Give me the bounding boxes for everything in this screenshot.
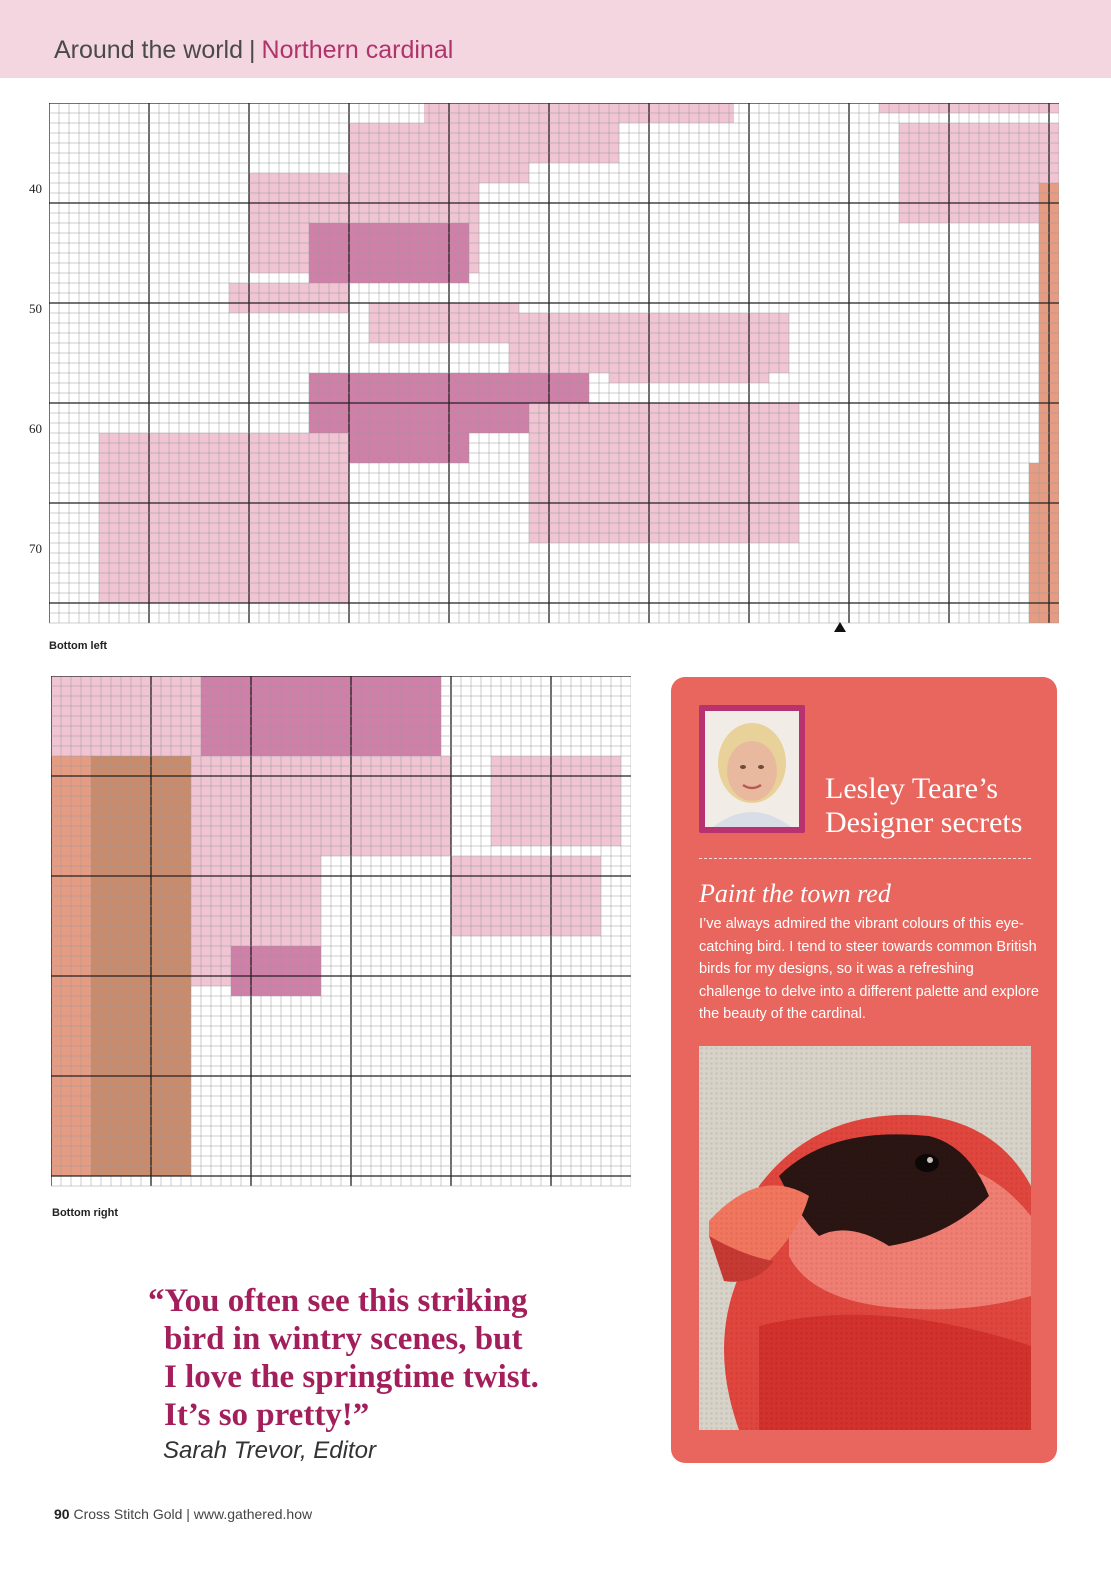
panel-body-text: I’ve always admired the vibrant colours of this eye-catching bird. I tend to steer towards common British birds for my designs, so it was a refreshing challenge to delve into a different palette and explore the beauty of the cardinal. — [699, 916, 1039, 1022]
page-footer — [54, 1506, 312, 1522]
designer-portrait — [699, 705, 805, 833]
center-arrow-marker — [834, 622, 846, 632]
page-number: 90 — [54, 1506, 70, 1522]
designer-secrets-label: Designer secrets — [825, 806, 1023, 839]
quote-line-1: “You often see this striking — [148, 1283, 528, 1319]
running-title — [54, 36, 453, 65]
quote-line-2: bird in wintry scenes, but — [164, 1321, 523, 1357]
row-label-70: 70 — [29, 541, 42, 556]
chart-top-svg — [49, 103, 1059, 631]
portrait-illustration — [699, 705, 805, 833]
quote-line-3: I love the springtime twist. — [164, 1359, 539, 1395]
stitched-cardinal-illustration — [699, 1046, 1031, 1430]
designer-secrets-panel — [671, 677, 1057, 1463]
page-header — [0, 0, 1111, 78]
row-label-40: 40 — [29, 181, 42, 196]
designer-name: Lesley Teare’s — [825, 772, 999, 805]
stitched-cardinal-photo — [699, 1046, 1031, 1430]
chart-top-caption: Bottom left — [49, 640, 108, 652]
chart-bottom-caption: Bottom right — [52, 1207, 118, 1219]
footer-text: Cross Stitch Gold | www.gathered.how — [69, 1506, 313, 1522]
panel-heading: Paint the town red — [699, 879, 891, 908]
quote-attribution: Sarah Trevor, Editor — [163, 1437, 376, 1464]
row-label-50: 50 — [29, 301, 42, 316]
quote-line-4: It’s so pretty!” — [164, 1397, 370, 1433]
title-separator: | — [249, 36, 256, 64]
chart-bottom-svg — [51, 676, 631, 1192]
chart-bottom-grid — [51, 676, 631, 1192]
row-label-60: 60 — [29, 421, 42, 436]
designer-title — [825, 772, 1022, 840]
subject-name: Northern cardinal — [261, 36, 454, 64]
editor-quote — [148, 1282, 618, 1434]
panel-divider — [699, 858, 1031, 859]
chart-top-grid — [49, 103, 1059, 631]
section-name: Around the world — [54, 36, 244, 64]
